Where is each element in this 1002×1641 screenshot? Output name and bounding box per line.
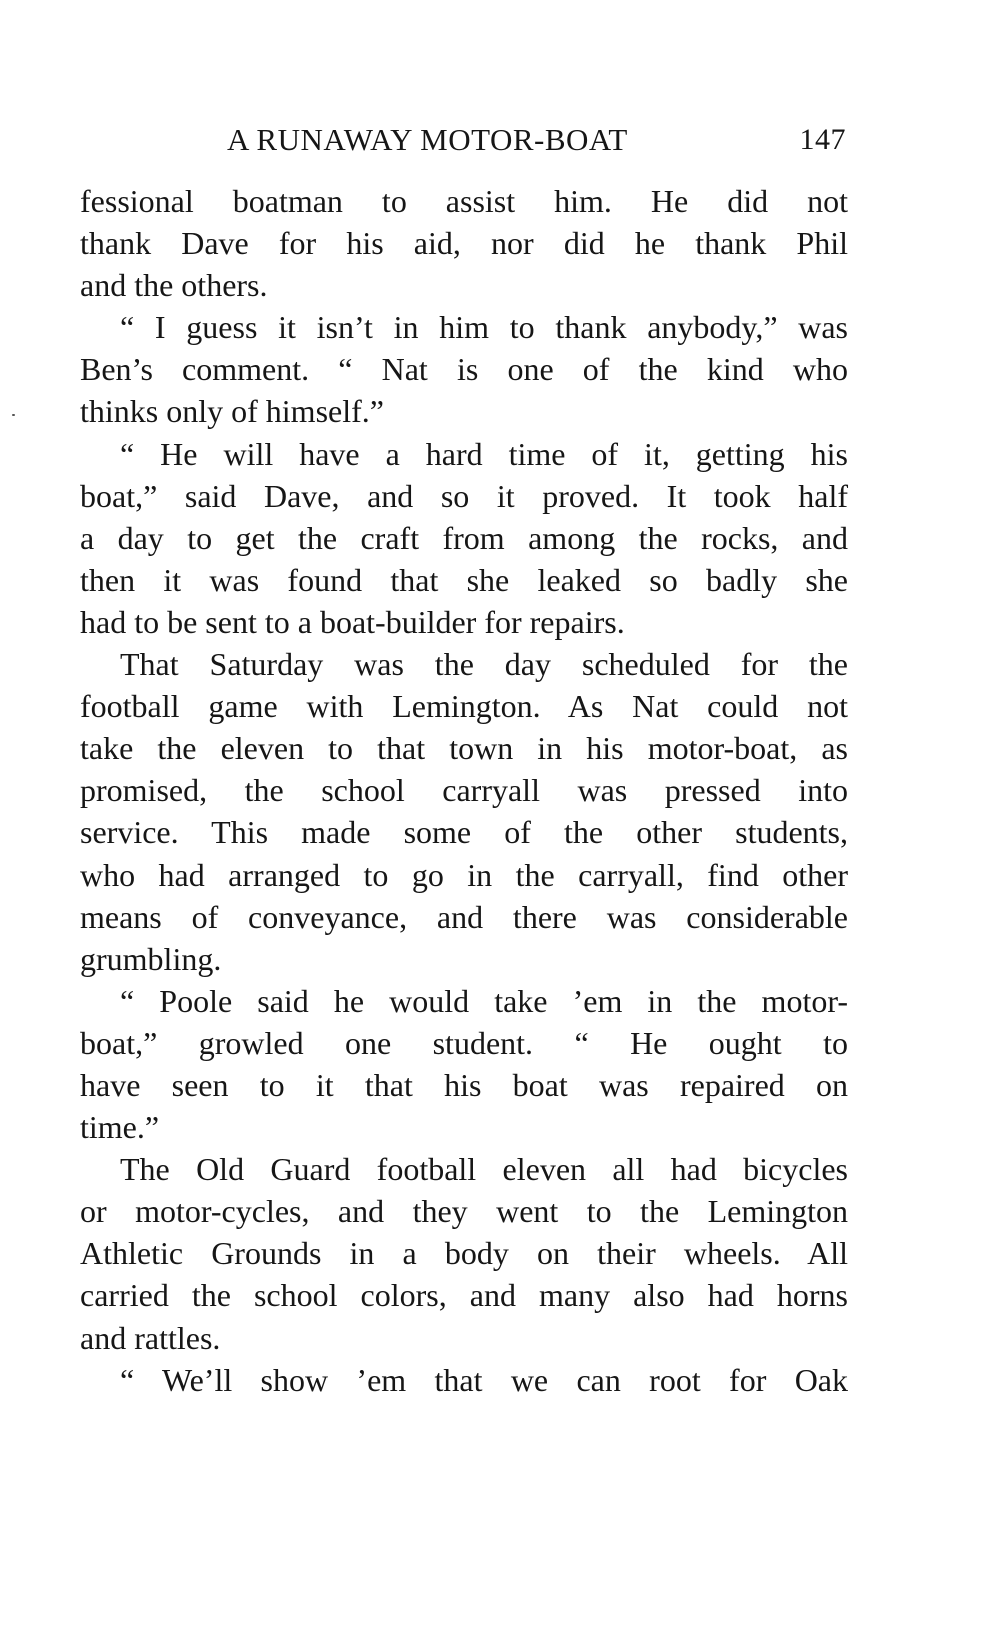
text-line: had to be sent to a boat-builder for repairs.: [80, 603, 625, 640]
text-line: a day to get the craft from among the rocks, and: [80, 519, 848, 556]
text-line: thank Dave for his aid, nor did he thank Phil: [80, 225, 848, 262]
running-head: [80, 118, 848, 162]
text-line: boat,” growled one student. “ He ought to: [80, 1024, 848, 1061]
body-text: [80, 180, 848, 1401]
text-line: and rattles.: [80, 1319, 221, 1356]
running-head-title: A RUNAWAY MOTOR-BOAT: [227, 122, 628, 157]
text-line: football game with Lemington. As Nat could not: [80, 688, 848, 725]
text-line: thinks only of himself.”: [80, 393, 384, 430]
text-line: Athletic Grounds in a body on their wheels. All: [80, 1235, 848, 1272]
text-line: “ We’ll show ’em that we can root for Oak: [120, 1361, 848, 1398]
text-line: have seen to it that his boat was repaired on: [80, 1066, 848, 1103]
text-line: and the others.: [80, 267, 268, 304]
text-line: then it was found that she leaked so badly she: [80, 561, 848, 598]
text-line: service. This made some of the other students,: [80, 814, 848, 851]
text-line: grumbling.: [80, 940, 222, 977]
text-line: promised, the school carryall was pressed into: [80, 772, 848, 809]
margin-speck: [12, 414, 15, 416]
text-line: time.”: [80, 1109, 160, 1146]
text-line: That Saturday was the day scheduled for the: [120, 646, 848, 683]
text-line: “ He will have a hard time of it, getting his: [120, 435, 848, 472]
text-line: The Old Guard football eleven all had bicycles: [120, 1151, 848, 1188]
text-line: fessional boatman to assist him. He did not: [80, 183, 848, 219]
text-line: carried the school colors, and many also had horns: [80, 1277, 848, 1314]
text-line: take the eleven to that town in his motor-boat, as: [80, 730, 848, 767]
text-line: Ben’s comment. “ Nat is one of the kind who: [80, 351, 848, 388]
text-line: “ Poole said he would take ’em in the motor-: [120, 982, 848, 1019]
text-line: means of conveyance, and there was considerable: [80, 898, 848, 935]
text-line: or motor-cycles, and they went to the Lemington: [80, 1193, 848, 1230]
text-line: who had arranged to go in the carryall, find other: [80, 856, 848, 893]
text-line: boat,” said Dave, and so it proved. It took half: [80, 477, 848, 514]
page-number: 147: [799, 123, 846, 156]
text-line: “ I guess it isn’t in him to thank anybody,” was: [120, 309, 848, 346]
